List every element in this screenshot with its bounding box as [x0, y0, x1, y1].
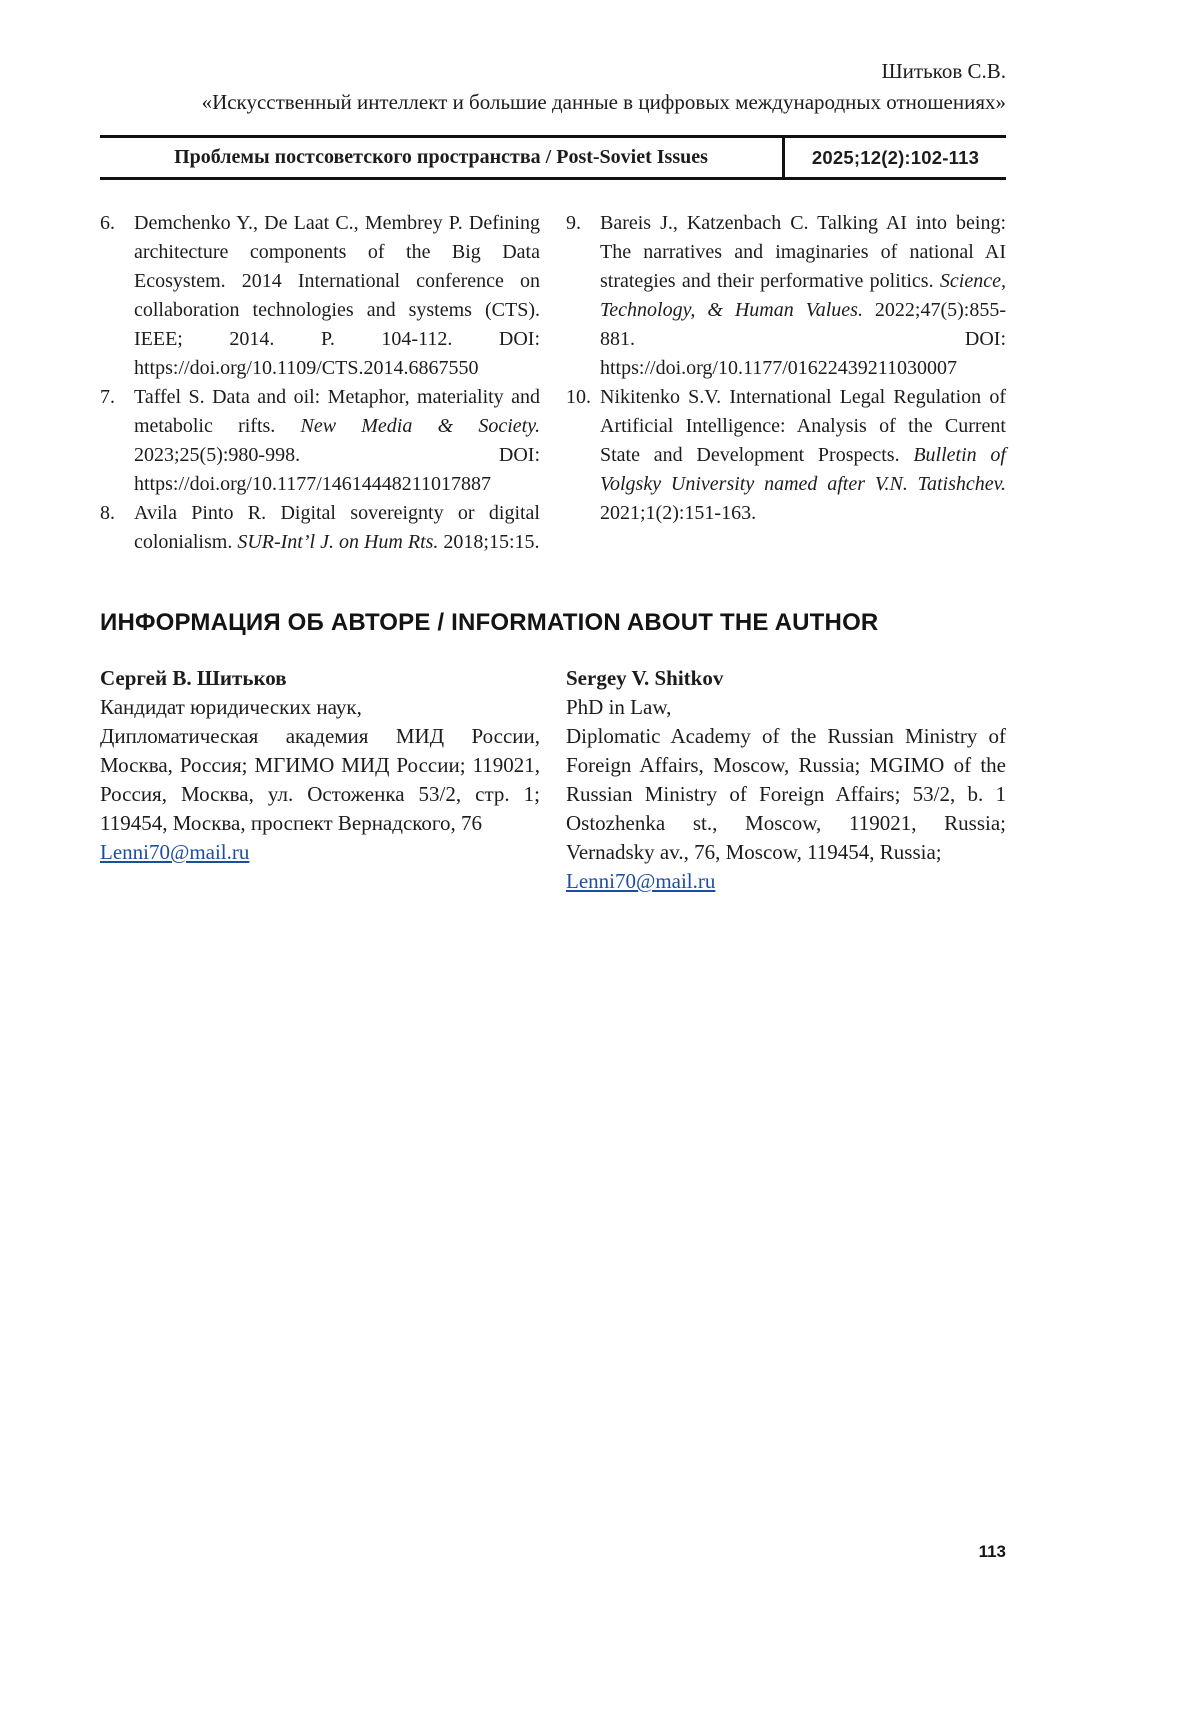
author-info-russian [100, 664, 540, 896]
reference-item [100, 499, 540, 557]
author-affiliation-russian: Дипломатическая академия МИД России, Москва, Россия; МГИМО МИД России; 119021, Россия, Москва, ул. Остоженка 53/2, стр. 1; 119454, Москва, проспект Вернадского, 76 [100, 724, 540, 835]
author-email-line-english [566, 867, 1006, 896]
reference-text: Avila Pinto R. Digital sovereignty or digital colonialism. SUR-Int’l J. on Hum Rts. 2018;15:15. [134, 502, 540, 553]
references-column-left [100, 209, 540, 557]
journal-bar [100, 135, 1006, 180]
reference-item [100, 383, 540, 499]
reference-text: Taffel S. Data and oil: Metaphor, materiality and metabolic rifts. New Media & Society. 2023;25(5):980-998. DOI: https://doi.org/10.1177/14614448211017887 [134, 386, 540, 495]
author-email-link-russian[interactable]: Lenni70@mail.ru [100, 840, 250, 864]
references-list [100, 209, 1006, 557]
author-name-russian: Сергей В. Шитьков [100, 666, 287, 690]
references-column-right [566, 209, 1006, 557]
reference-text: Bareis J., Katzenbach C. Talking AI into being: The narratives and imaginaries of national AI strategies and their performative politics. Science, Technology, & Human Values. 2022;47(5):855-881. DOI: https://doi.org/10.1177/01622439211030007 [600, 212, 1006, 379]
journal-title: Проблемы постсоветского пространства / Post-Soviet Issues [174, 146, 708, 168]
reference-number: 9. [566, 212, 581, 234]
author-info [100, 664, 1006, 896]
author-affiliation-english: Diplomatic Academy of the Russian Ministry of Foreign Affairs, Moscow, Russia; MGIMO of the Russian Ministry of Foreign Affairs; 53/2, b. 1 Ostozhenka st., Moscow, 119021, Russia; Vernadsky av., 76, Moscow, 119454, Russia; [566, 724, 1006, 864]
author-degree-russian: Кандидат юридических наук, [100, 695, 362, 719]
reference-number: 10. [566, 386, 591, 408]
author-email-line-russian [100, 838, 540, 867]
reference-number: 6. [100, 212, 115, 234]
reference-item [566, 383, 1006, 528]
reference-text: Nikitenko S.V. International Legal Regulation of Artificial Intelligence: Analysis of the Current State and Development Prospects. Bulletin of Volgsky University named after V.N. Tatishchev. 2021;1(2):151-163. [600, 386, 1006, 524]
reference-text: Demchenko Y., De Laat C., Membrey P. Defining architecture components of the Big Data Ecosystem. 2014 International conference on collaboration technologies and systems (CTS). IEEE; 2014. P. 104-112. DOI: https://doi.org/10.1109/CTS.2014.6867550 [134, 212, 540, 379]
author-email-link-english[interactable]: Lenni70@mail.ru [566, 869, 716, 893]
author-section-heading: ИНФОРМАЦИЯ ОБ АВТОРЕ / INFORMATION ABOUT THE AUTHOR [100, 609, 879, 636]
running-head-article-title: «Искусственный интеллект и большие данные в цифровых международных отношениях» [201, 90, 1006, 114]
reference-number: 7. [100, 386, 115, 408]
reference-item [566, 209, 1006, 383]
running-head [100, 56, 1006, 118]
author-degree-english: PhD in Law, [566, 695, 672, 719]
reference-number: 8. [100, 502, 115, 524]
page-number: 113 [978, 1542, 1006, 1561]
page-content [100, 0, 1006, 896]
reference-item [100, 209, 540, 383]
author-name-english: Sergey V. Shitkov [566, 666, 724, 690]
author-info-english [566, 664, 1006, 896]
running-head-author: Шитьков С.В. [881, 59, 1006, 83]
journal-issue-info: 2025;12(2):102-113 [811, 146, 980, 168]
